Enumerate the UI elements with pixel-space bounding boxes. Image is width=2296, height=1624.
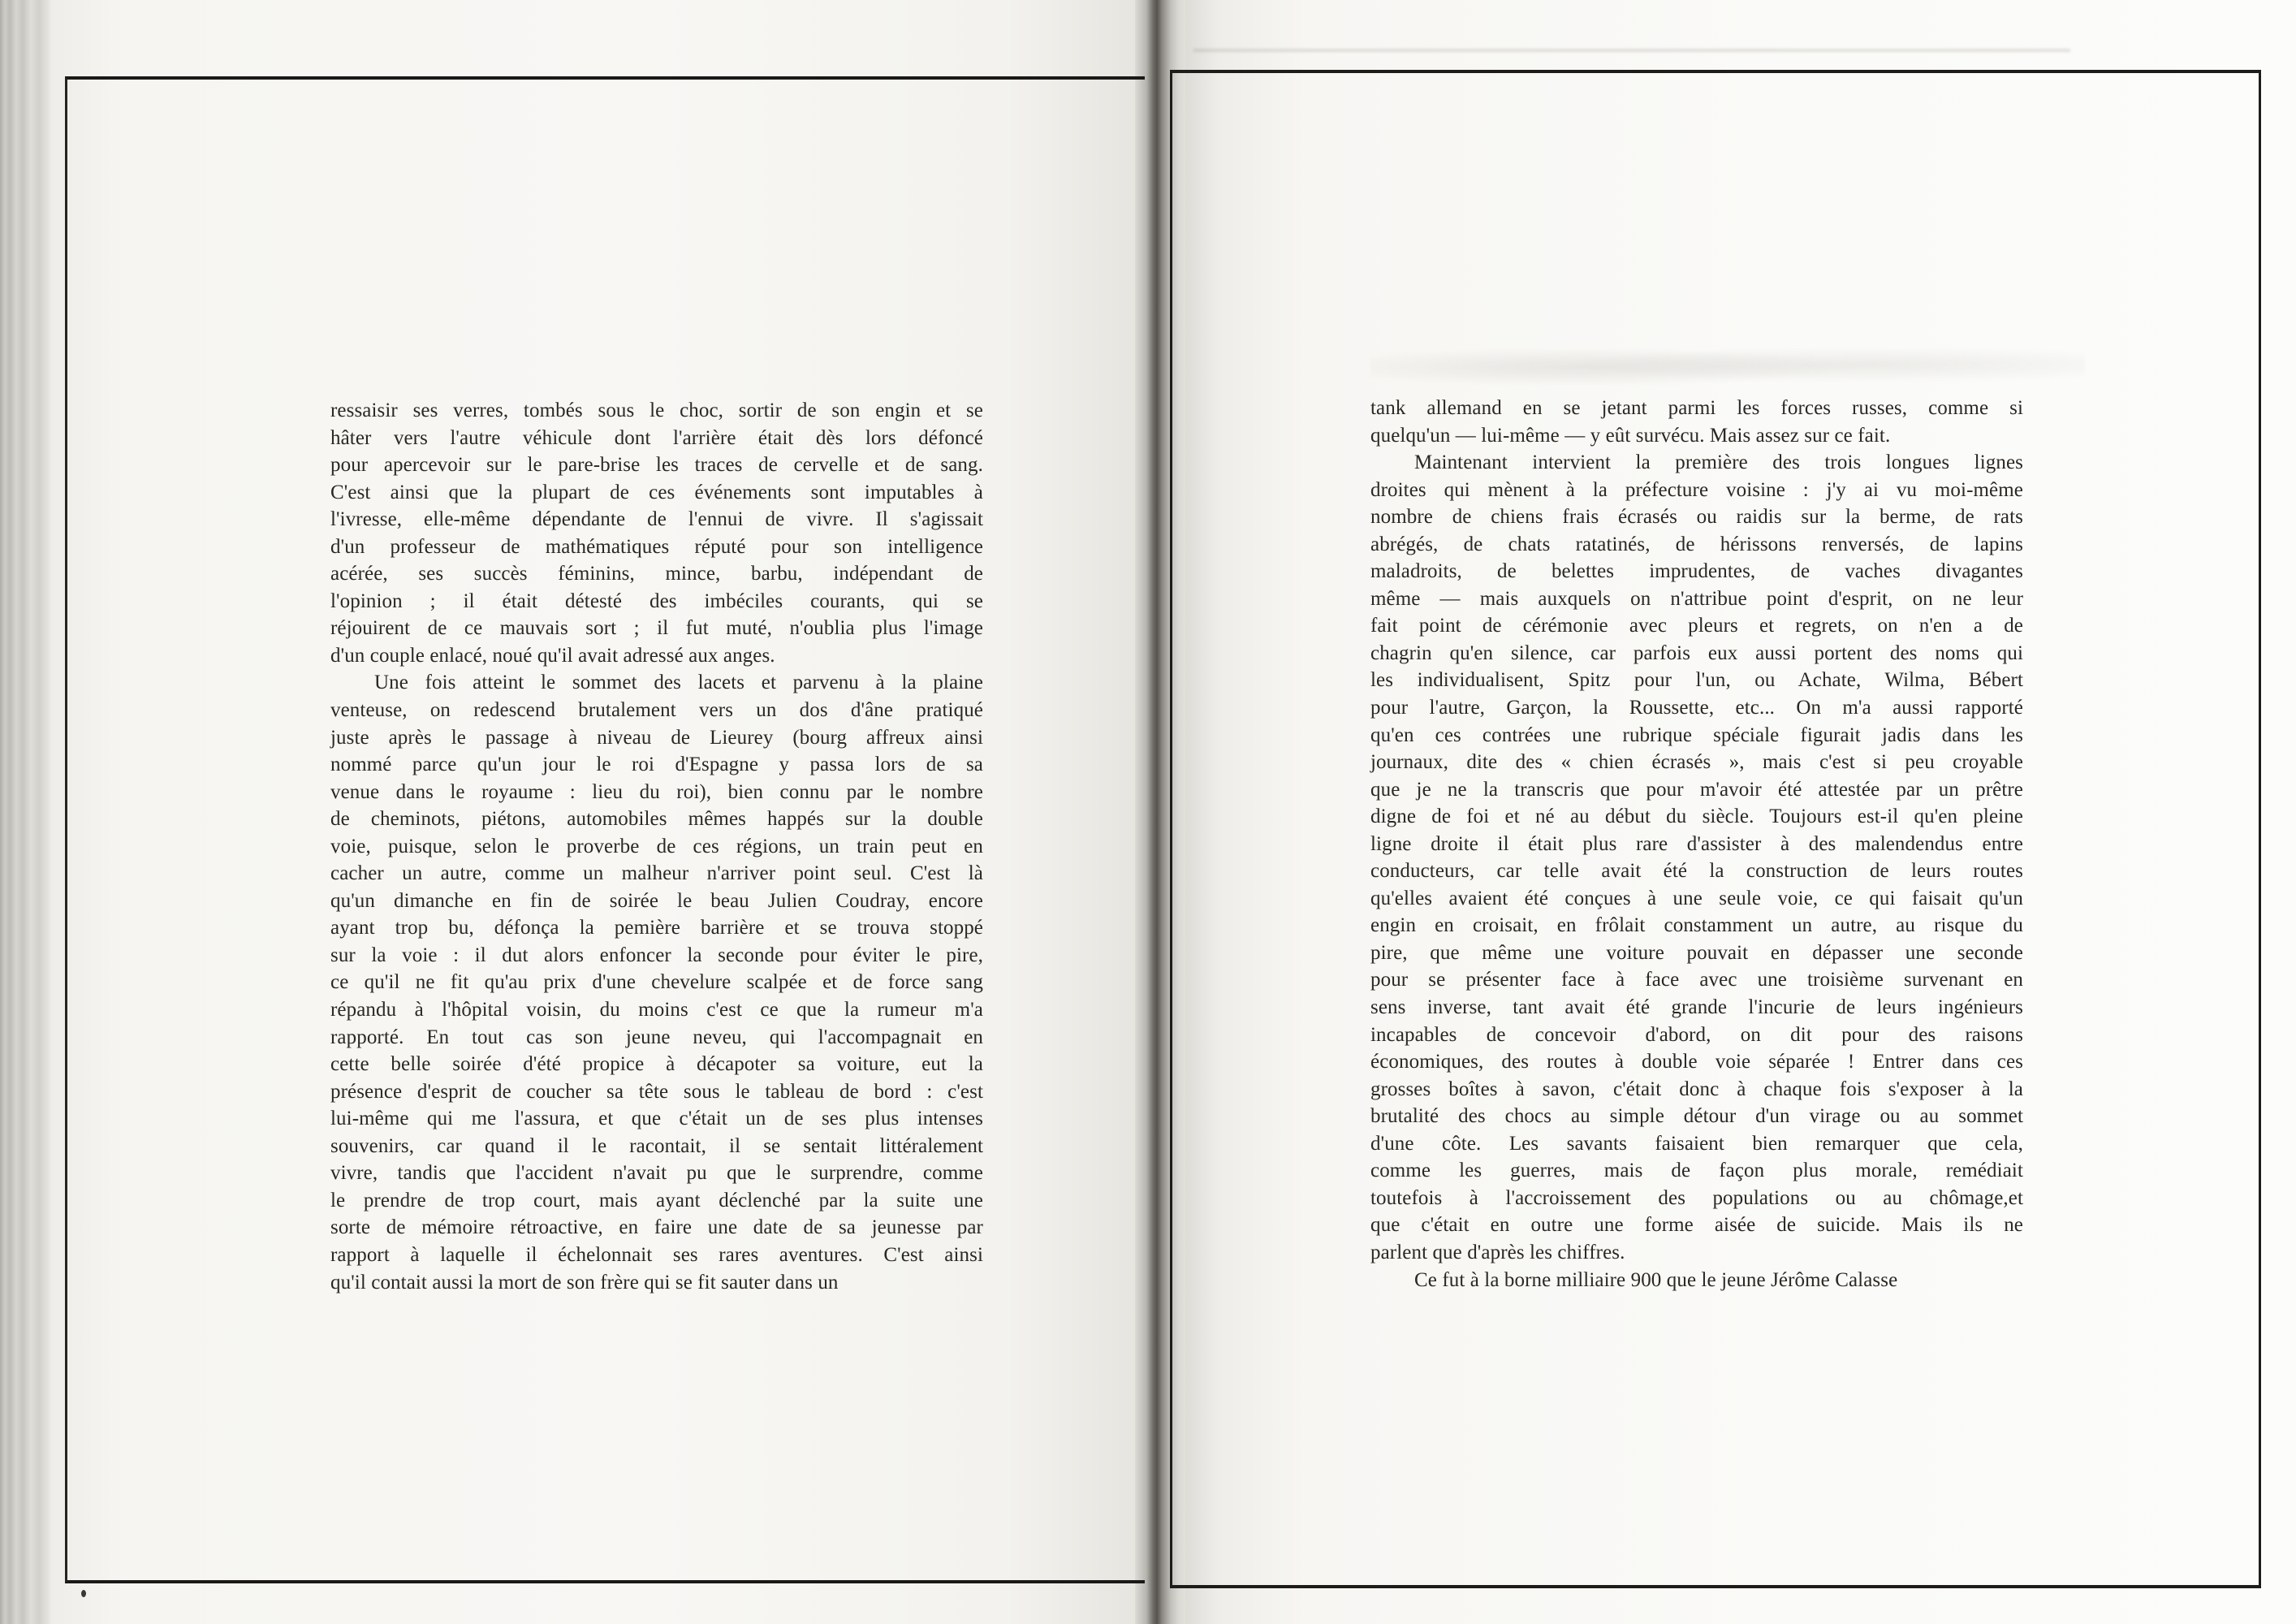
text-line: conducteurs, car telle avait été la construction de leurs routes	[1370, 860, 2023, 883]
text-line: souvenirs, car quand il le racontait, il se sentait littéralement	[330, 1134, 983, 1157]
text-line: qu'en ces contrées une rubrique spéciale figurait jadis dans les	[1370, 723, 2023, 746]
text-line: nommé parce qu'un jour le roi d'Espagne y passa lors de sa	[330, 754, 983, 776]
text-line: comme les guerres, mais de façon plus morale, remédiait	[1370, 1160, 2023, 1182]
text-line: brutalité des chocs au simple détour d'un virage ou au sommet	[1370, 1105, 2023, 1128]
text-line: pire, que même une voiture pouvait en dépasser une seconde	[1370, 941, 2023, 964]
text-line: qu'il contait aussi la mort de son frère qui se fit sauter dans un	[330, 1271, 839, 1294]
text-line: d'une côte. Les savants faisaient bien remarquer que cela,	[1370, 1132, 2023, 1155]
text-line: lui-même qui me l'assura, et que c'était un de ses plus intenses	[330, 1108, 983, 1130]
text-line: les individualisent, Spitz pour l'un, ou Achate, Wilma, Bébert	[1370, 669, 2023, 692]
text-line: Une fois atteint le sommet des lacets et parvenu à la plaine	[374, 672, 983, 694]
text-line: pour apercevoir sur le pare-brise les traces de cervelle et de sang.	[330, 454, 983, 477]
text-line: ayant trop bu, défonça la pemière barrière et se trouva stoppé	[330, 917, 983, 939]
text-line: que c'était en outre une forme aisée de suicide. Mais ils ne	[1370, 1214, 2023, 1237]
text-line: parlent que d'après les chiffres.	[1370, 1241, 1625, 1263]
text-line: maladroits, de belettes imprudentes, de vaches divagantes	[1370, 560, 2023, 583]
text-line: C'est ainsi que la plupart de ces événements sont imputables à	[330, 481, 983, 503]
text-line: que je ne la transcris que pour m'avoir été attestée par un prêtre	[1370, 778, 2023, 801]
text-line: engin en croisait, en frôlait constamment un autre, au risque du	[1370, 914, 2023, 937]
text-line: nombre de chiens frais écrasés ou raidis sur la berme, de rats	[1370, 506, 2023, 529]
text-line: venteuse, on redescend brutalement vers un dos d'âne pratiqué	[330, 699, 983, 722]
text-line: toutefois à l'accroissement des populations ou au chômage,et	[1370, 1186, 2023, 1209]
text-line: économiques, des routes à double voie séparée ! Entrer dans ces	[1370, 1051, 2023, 1073]
stray-ink-dot	[81, 1590, 86, 1597]
ink-bleed-artifact	[1370, 344, 2085, 390]
text-line: digne de foi et né au début du siècle. Toujours est-il qu'en pleine	[1370, 806, 2023, 828]
text-line: d'un couple enlacé, noué qu'il avait adressé aux anges.	[330, 644, 775, 667]
text-line: acérée, ses succès féminins, mince, barbu, indépendant de	[330, 563, 983, 585]
text-line: fait point de cérémonie avec pleurs et regrets, on n'en a de	[1370, 615, 2023, 637]
text-line: pour l'autre, Garçon, la Roussette, etc... On m'a aussi rapporté	[1370, 697, 2023, 719]
text-line: de cheminots, piétons, automobiles mêmes happés sur la double	[330, 808, 983, 831]
text-line: réjouirent de ce mauvais sort ; il fut muté, n'oublia plus l'image	[330, 617, 983, 640]
text-line: rapporté. En tout cas son jeune neveu, qui l'accompagnait en	[330, 1026, 983, 1048]
text-line: présence d'esprit de coucher sa tête sous le tableau de bord : c'est	[330, 1080, 983, 1103]
text-line: rapport à laquelle il échelonnait ses rares aventures. C'est ainsi	[330, 1243, 983, 1266]
text-line: Maintenant intervient la première des trois longues lignes	[1414, 451, 2023, 474]
text-line: sens inverse, tant avait été grande l'incurie de leurs ingénieurs	[1370, 996, 2023, 1019]
left-page-text-column	[330, 397, 983, 1296]
ghost-rule-artifact	[1193, 49, 2070, 52]
right-page-text-column	[1370, 395, 2023, 1294]
text-line: cacher un autre, comme un malheur n'arriver point seul. C'est là	[330, 862, 983, 885]
text-line: répandu à l'hôpital voisin, du moins c'est ce que la rumeur m'a	[330, 999, 983, 1021]
text-line: ce qu'il ne fit qu'au prix d'une chevelure scalpée et de force sang	[330, 971, 983, 994]
text-line: quelqu'un — lui-même — y eût survécu. Mais assez sur ce fait.	[1370, 424, 1891, 447]
text-line: cette belle soirée d'été propice à décapoter sa voiture, eut la	[330, 1053, 983, 1076]
text-line: le prendre de trop court, mais ayant déclenché par la suite une	[330, 1189, 983, 1212]
text-line: tank allemand en se jetant parmi les forces russes, comme si	[1370, 397, 2023, 419]
page-stack-edges	[0, 0, 50, 1624]
text-line: incapables de concevoir d'abord, on dit pour des raisons	[1370, 1023, 2023, 1046]
text-line: droites qui mènent à la préfecture voisine : j'y ai vu moi-même	[1370, 478, 2023, 501]
text-line: pour se présenter face à face avec une troisième survenant en	[1370, 969, 2023, 991]
text-line: juste après le passage à niveau de Lieurey (bourg affreux ainsi	[330, 726, 983, 749]
text-line: ressaisir ses verres, tombés sous le choc, sortir de son engin et se	[330, 400, 983, 421]
text-line: journaux, dite des « chien écrasés », mais c'est si peu croyable	[1370, 751, 2023, 774]
text-line: abrégés, de chats ratatinés, de hérissons renversés, de lapins	[1370, 533, 2023, 555]
text-line: même — mais auxquels on n'attribue point d'esprit, on ne leur	[1370, 587, 2023, 610]
text-line: l'opinion ; il était détesté des imbéciles courants, qui se	[330, 590, 983, 612]
text-line: d'un professeur de mathématiques réputé pour son intelligence	[330, 535, 983, 558]
text-line: grosses boîtes à savon, c'était donc à chaque fois s'exposer à la	[1370, 1078, 2023, 1100]
text-line: qu'un dimanche en fin de soirée le beau Julien Coudray, encore	[330, 889, 983, 912]
text-line: vivre, tandis que l'accident n'avait pu que le surprendre, comme	[330, 1162, 983, 1185]
text-line: ligne droite il était plus rare d'assister à des malendendus entre	[1370, 832, 2023, 855]
text-line: sorte de mémoire rétroactive, en faire une date de sa jeunesse par	[330, 1216, 983, 1239]
text-line: venue dans le royaume : lieu du roi), bien connu par le nombre	[330, 780, 983, 803]
text-line: voie, puisque, selon le proverbe de ces régions, un train peut en	[330, 835, 983, 857]
text-line: l'ivresse, elle-même dépendante de l'ennui de vivre. Il s'agissait	[330, 508, 983, 531]
text-line: qu'elles avaient été conçues à une seule voie, ce qui faisait qu'un	[1370, 887, 2023, 909]
text-line: Ce fut à la borne milliaire 900 que le jeune Jérôme Calasse	[1414, 1268, 1898, 1291]
text-line: hâter vers l'autre véhicule dont l'arrière était dès lors défoncé	[330, 426, 983, 449]
text-line: chagrin qu'en silence, car parfois eux aussi portent des noms qui	[1370, 641, 2023, 664]
text-line: sur la voie : il dut alors enfoncer la seconde pour éviter le pire,	[330, 944, 983, 966]
